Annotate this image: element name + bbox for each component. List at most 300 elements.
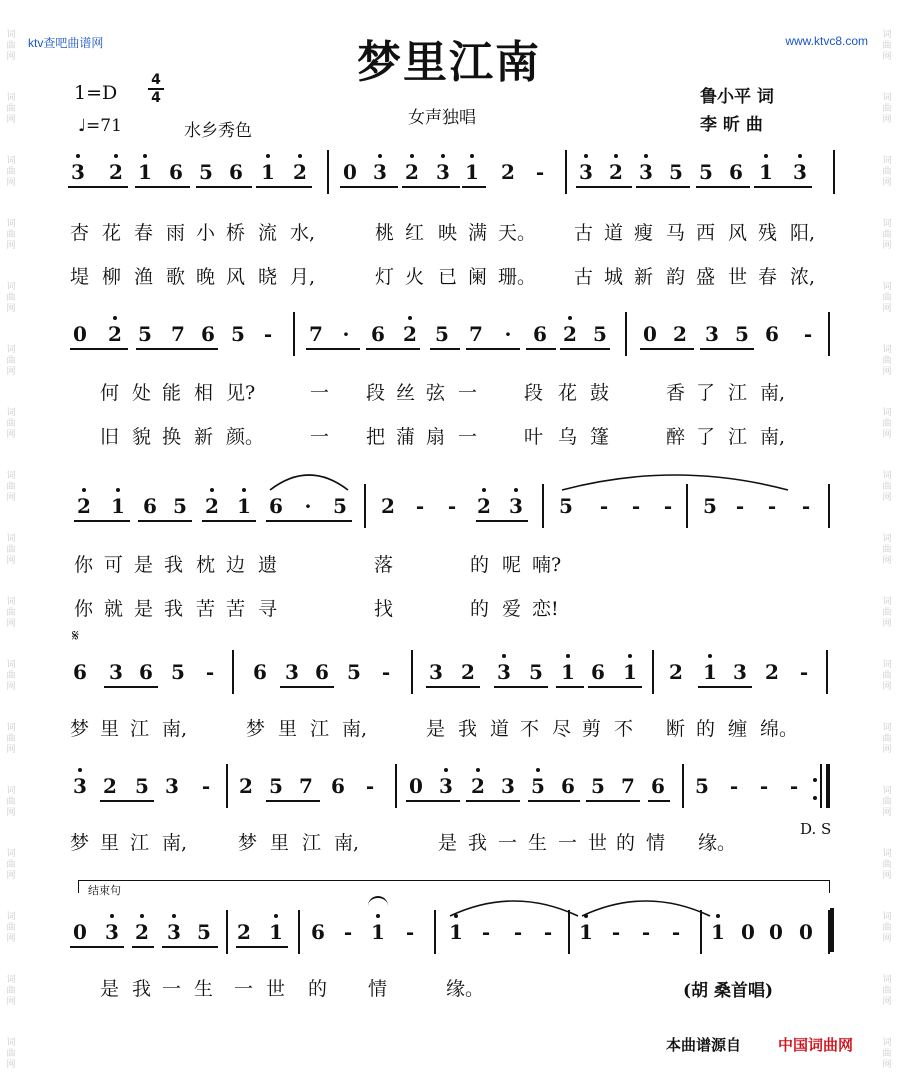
underline-line1-3 — [256, 186, 312, 188]
key-signature: 1=D — [74, 82, 118, 104]
underline-line2-8 — [640, 348, 694, 350]
note-line1-0: 3 — [71, 160, 85, 184]
lyric-line5-lyrics-12: 一 — [558, 832, 578, 854]
repeat-dot-0 — [813, 778, 817, 782]
lyric-line1-lyrics_v1-5: 桥 — [226, 222, 246, 244]
note-line1-22: 3 — [793, 160, 807, 184]
underline-line2-4 — [430, 348, 460, 350]
page-title: 梦里江南 — [357, 37, 541, 88]
lyric-line2-lyrics_v2-2: 换 — [162, 426, 182, 448]
note-line1-4: 5 — [199, 160, 213, 184]
note-line2-1: 2 — [108, 322, 122, 346]
note-line5-16: 5 — [591, 774, 605, 798]
lyric-line3-lyrics_v1-7: 落 — [374, 554, 394, 576]
dal-segno-mark: D. S — [800, 820, 832, 838]
barline-line2-1 — [625, 312, 627, 356]
high-dot-line6-7 — [716, 914, 720, 918]
lyric-line2-lyrics_v1-16: 南, — [760, 382, 786, 404]
high-dot-line1-7 — [441, 154, 445, 158]
note-line6-21: 0 — [769, 920, 783, 944]
lyric-line1-lyrics_v1-14: 道 — [604, 222, 624, 244]
lyric-line5-lyrics-16: 缘。 — [698, 832, 737, 854]
lyric-line1-lyrics_v1-3: 雨 — [166, 222, 186, 244]
underline-line6-1 — [132, 946, 154, 948]
note-line2-13: · — [504, 322, 512, 346]
lyric-line3-lyrics_v1-10: 喃? — [532, 554, 562, 576]
lyric-line3-lyrics_v2-3: 我 — [164, 598, 184, 620]
underline-line1-5 — [402, 186, 460, 188]
high-dot-line2-1 — [408, 316, 412, 320]
lyric-line1-lyrics_v2-8: 灯 — [375, 266, 395, 288]
underline-line1-6 — [462, 186, 486, 188]
lyric-line2-lyrics_v1-2: 能 — [162, 382, 182, 404]
lyric-line1-lyrics_v2-9: 火 — [405, 266, 425, 288]
footer-source-site[interactable]: 中国词曲网 — [778, 1036, 854, 1054]
lyricist: 鲁小平 词 — [700, 87, 774, 107]
fermata — [368, 896, 388, 908]
high-dot-line6-2 — [172, 914, 176, 918]
lyric-line4-lyrics-13: 剪 — [582, 718, 602, 740]
note-line3-3: 5 — [173, 494, 187, 518]
note-line3-21: - — [801, 494, 811, 518]
lyric-line2-lyrics_v1-11: 花 — [558, 382, 578, 404]
lyric-line3-lyrics_v1-5: 边 — [226, 554, 246, 576]
lyric-line4-lyrics-2: 江 — [130, 718, 150, 740]
note-line3-8: 5 — [333, 494, 347, 518]
lyric-line6-lyrics-5: 世 — [266, 978, 286, 1000]
lyric-line4-lyrics-18: 绵。 — [760, 718, 799, 740]
note-line4-15: 6 — [591, 660, 605, 684]
underline-line4-5 — [588, 686, 642, 688]
lyric-line1-lyrics_v1-6: 流 — [258, 222, 278, 244]
note-line3-16: - — [631, 494, 641, 518]
lyric-line3-lyrics_v1-0: 你 — [74, 554, 94, 576]
lyric-line3-lyrics_v2-5: 苦 — [226, 598, 246, 620]
lyric-line3-lyrics_v2-10: 恋! — [532, 598, 559, 620]
note-line3-10: - — [415, 494, 425, 518]
underline-line1-7 — [576, 186, 632, 188]
note-line6-17: - — [641, 920, 651, 944]
singer-credit: (胡 桑首唱) — [683, 981, 774, 1001]
note-line1-1: 2 — [109, 160, 123, 184]
underline-line2-5 — [466, 348, 520, 350]
high-dot-line2-0 — [113, 316, 117, 320]
lyric-line5-lyrics-10: 一 — [498, 832, 518, 854]
note-line5-9: - — [365, 774, 375, 798]
note-line2-10: 2 — [403, 322, 417, 346]
lyric-line5-lyrics-11: 生 — [528, 832, 548, 854]
note-line2-3: 7 — [171, 322, 185, 346]
underline-line6-2 — [162, 946, 218, 948]
note-line6-0: 0 — [73, 920, 87, 944]
note-line4-21: - — [799, 660, 809, 684]
note-line1-2: 1 — [138, 160, 152, 184]
underline-line4-3 — [494, 686, 548, 688]
barline-line4-2 — [652, 650, 654, 694]
note-line4-0: 6 — [73, 660, 87, 684]
final-repeat-thin-bar — [820, 764, 822, 808]
note-line4-7: 6 — [315, 660, 329, 684]
lyric-line2-lyrics_v1-1: 处 — [132, 382, 152, 404]
lyric-line2-lyrics_v2-8: 扇 — [426, 426, 446, 448]
lyric-line5-lyrics-4: 梦 — [238, 832, 258, 854]
note-line3-9: 2 — [381, 494, 395, 518]
underline-line3-4 — [476, 520, 528, 522]
ending-bracket — [78, 880, 830, 893]
high-dot-line2-2 — [568, 316, 572, 320]
style-mark: 水乡秀色 — [184, 121, 252, 141]
note-line1-15: 3 — [579, 160, 593, 184]
note-line2-17: 0 — [643, 322, 657, 346]
barline-line1-1 — [565, 150, 567, 194]
note-line3-15: - — [599, 494, 609, 518]
note-line6-14: - — [543, 920, 553, 944]
barline-line6-1 — [298, 910, 300, 954]
note-line5-14: 5 — [531, 774, 545, 798]
lyric-line2-lyrics_v2-15: 江 — [728, 426, 748, 448]
note-line3-20: - — [767, 494, 777, 518]
note-line1-18: 5 — [669, 160, 683, 184]
footer-source-label: 本曲谱源自 — [666, 1036, 742, 1054]
note-line2-0: 0 — [73, 322, 87, 346]
lyric-line1-lyrics_v2-12: 珊。 — [498, 266, 537, 288]
lyric-line2-lyrics_v1-9: 一 — [458, 382, 478, 404]
lyric-line3-lyrics_v1-9: 呢 — [502, 554, 522, 576]
lyric-line1-lyrics_v1-18: 风 — [728, 222, 748, 244]
note-line5-12: 2 — [471, 774, 485, 798]
note-line5-19: 5 — [695, 774, 709, 798]
lyric-line5-lyrics-5: 里 — [270, 832, 290, 854]
note-line2-20: 5 — [735, 322, 749, 346]
barline-line2-0 — [293, 312, 295, 356]
underline-line5-3 — [466, 800, 520, 802]
lyric-line3-lyrics_v2-9: 爱 — [502, 598, 522, 620]
lyric-line5-lyrics-7: 南, — [334, 832, 360, 854]
lyric-line2-lyrics_v2-3: 新 — [194, 426, 214, 448]
lyric-line3-lyrics_v1-1: 可 — [104, 554, 124, 576]
barline-line5-0 — [226, 764, 228, 808]
note-line2-8: · — [342, 322, 350, 346]
note-line1-17: 3 — [639, 160, 653, 184]
note-line5-8: 6 — [331, 774, 345, 798]
barline-line5-1 — [395, 764, 397, 808]
note-line2-18: 2 — [673, 322, 687, 346]
lyric-line1-lyrics_v2-13: 古 — [574, 266, 594, 288]
high-dot-line1-13 — [798, 154, 802, 158]
final-repeat-thick-bar — [826, 764, 830, 808]
note-line3-5: 1 — [237, 494, 251, 518]
note-line2-12: 7 — [469, 322, 483, 346]
note-line5-20: - — [729, 774, 739, 798]
lyric-line5-lyrics-3: 南, — [162, 832, 188, 854]
lyric-line4-lyrics-8: 是 — [426, 718, 446, 740]
high-dot-line6-4 — [376, 914, 380, 918]
underline-line2-1 — [136, 348, 218, 350]
final-bar-thick — [830, 908, 834, 952]
barline-line1-2 — [833, 150, 835, 194]
note-line6-2: 2 — [135, 920, 149, 944]
note-line6-8: - — [343, 920, 353, 944]
lyric-line1-lyrics_v2-15: 新 — [634, 266, 654, 288]
top-left-watermark-link[interactable]: ktv查吧曲谱网 — [28, 36, 104, 50]
lyric-line1-lyrics_v2-2: 渔 — [134, 266, 154, 288]
note-line6-4: 5 — [197, 920, 211, 944]
high-dot-line3-5 — [514, 488, 518, 492]
note-line2-4: 6 — [201, 322, 215, 346]
lyric-line2-lyrics_v1-7: 丝 — [396, 382, 416, 404]
note-line5-1: 2 — [103, 774, 117, 798]
lyric-line1-lyrics_v2-18: 世 — [728, 266, 748, 288]
lyric-line6-lyrics-8: 缘。 — [446, 978, 485, 1000]
lyric-line4-lyrics-15: 断 — [666, 718, 686, 740]
high-dot-line3-0 — [82, 488, 86, 492]
lyric-line5-lyrics-9: 我 — [468, 832, 488, 854]
note-line4-4: - — [205, 660, 215, 684]
note-line2-7: 7 — [309, 322, 323, 346]
segno-mark: 𝄋 — [72, 626, 79, 645]
note-line3-19: - — [735, 494, 745, 518]
note-line4-6: 3 — [285, 660, 299, 684]
lyric-line6-lyrics-7: 情 — [368, 978, 388, 1000]
note-line6-7: 6 — [311, 920, 325, 944]
note-line5-21: - — [759, 774, 769, 798]
note-line4-10: 3 — [429, 660, 443, 684]
lyric-line2-lyrics_v2-1: 貌 — [132, 426, 152, 448]
note-line1-6: 1 — [261, 160, 275, 184]
lyric-line3-lyrics_v1-6: 遗 — [258, 554, 278, 576]
high-dot-line5-1 — [444, 768, 448, 772]
lyric-line4-lyrics-1: 里 — [100, 718, 120, 740]
note-line4-1: 3 — [109, 660, 123, 684]
note-line3-11: - — [447, 494, 457, 518]
lyric-line2-lyrics_v2-11: 乌 — [558, 426, 578, 448]
note-line3-4: 2 — [205, 494, 219, 518]
lyric-line5-lyrics-2: 江 — [130, 832, 150, 854]
high-dot-line1-1 — [114, 154, 118, 158]
lyric-line4-lyrics-10: 道 — [490, 718, 510, 740]
note-line3-13: 3 — [509, 494, 523, 518]
note-line5-11: 3 — [439, 774, 453, 798]
lyric-line1-lyrics_v2-7: 月, — [290, 266, 316, 288]
high-dot-line5-3 — [536, 768, 540, 772]
lyric-line2-lyrics_v2-0: 旧 — [100, 426, 120, 448]
high-dot-line1-12 — [764, 154, 768, 158]
lyric-line6-lyrics-1: 我 — [132, 978, 152, 1000]
lyric-line2-lyrics_v1-15: 江 — [728, 382, 748, 404]
underline-line3-2 — [202, 520, 256, 522]
underline-line1-4 — [340, 186, 398, 188]
lyric-line4-lyrics-16: 的 — [696, 718, 716, 740]
underline-line1-1 — [135, 186, 190, 188]
lyric-line2-lyrics_v2-7: 蒲 — [396, 426, 416, 448]
lyric-line1-lyrics_v2-4: 晚 — [196, 266, 216, 288]
time-signature-top: 4 — [151, 72, 161, 88]
repeat-dot-1 — [813, 796, 817, 800]
lyric-line3-lyrics_v1-8: 的 — [470, 554, 490, 576]
lyric-line1-lyrics_v1-7: 水, — [290, 222, 316, 244]
lyric-line2-lyrics_v1-4: 见? — [226, 382, 256, 404]
underline-line6-0 — [70, 946, 124, 948]
high-dot-line1-11 — [644, 154, 648, 158]
note-line3-18: 5 — [703, 494, 717, 518]
lyric-line3-lyrics_v1-4: 枕 — [196, 554, 216, 576]
underline-line2-2 — [306, 348, 360, 350]
note-line5-5: 2 — [239, 774, 253, 798]
high-dot-line1-0 — [76, 154, 80, 158]
high-dot-line5-2 — [476, 768, 480, 772]
underline-line4-0 — [104, 686, 158, 688]
top-right-watermark-link[interactable]: www.ktvc8.com — [785, 34, 868, 48]
note-line3-14: 5 — [559, 494, 573, 518]
lyric-line1-lyrics_v2-11: 阑 — [468, 266, 488, 288]
note-line6-6: 1 — [269, 920, 283, 944]
underline-line3-0 — [74, 520, 130, 522]
lyric-line1-lyrics_v1-15: 瘦 — [634, 222, 654, 244]
lyric-line4-lyrics-0: 梦 — [70, 718, 90, 740]
lyric-line4-lyrics-12: 尽 — [552, 718, 572, 740]
lyric-line3-lyrics_v1-3: 我 — [164, 554, 184, 576]
tie-line6-a — [448, 894, 580, 918]
lyric-line1-lyrics_v1-12: 天。 — [498, 222, 537, 244]
high-dot-line1-4 — [298, 154, 302, 158]
lyric-line2-lyrics_v1-3: 相 — [194, 382, 214, 404]
underline-line4-2 — [426, 686, 480, 688]
note-line5-13: 3 — [501, 774, 515, 798]
barline-line2-2 — [828, 312, 830, 356]
barline-line4-0 — [232, 650, 234, 694]
lyric-line2-lyrics_v2-16: 南, — [760, 426, 786, 448]
lyric-line1-lyrics_v1-13: 古 — [574, 222, 594, 244]
underline-line4-4 — [556, 686, 584, 688]
lyric-line5-lyrics-1: 里 — [100, 832, 120, 854]
high-dot-line4-2 — [628, 654, 632, 658]
high-dot-line1-5 — [378, 154, 382, 158]
tie-line6-b — [580, 894, 712, 918]
note-line1-16: 2 — [609, 160, 623, 184]
note-line2-15: 2 — [563, 322, 577, 346]
note-line4-3: 5 — [171, 660, 185, 684]
note-line4-16: 1 — [623, 660, 637, 684]
lyric-line4-lyrics-7: 南, — [342, 718, 368, 740]
note-line6-1: 3 — [105, 920, 119, 944]
note-line1-19: 5 — [699, 160, 713, 184]
note-line2-16: 5 — [593, 322, 607, 346]
lyric-line1-lyrics_v1-1: 花 — [102, 222, 122, 244]
lyric-line6-lyrics-0: 是 — [100, 978, 120, 1000]
lyric-line1-lyrics_v1-19: 残 — [758, 222, 778, 244]
note-line5-10: 0 — [409, 774, 423, 798]
lyric-line4-lyrics-4: 梦 — [246, 718, 266, 740]
note-line3-6: 6 — [269, 494, 283, 518]
lyric-line2-lyrics_v1-13: 香 — [666, 382, 686, 404]
right-watermark-strip: 词 曲 网 词 曲 网 词 曲 网 词 曲 网 词 曲 网 词 曲 网 词 曲 网 词 曲 网 词 曲 网 词 曲 网 词 曲 网 词 曲 网 词 曲 网 词 曲 网 词 曲 网 词 曲 网 词 曲 网 — [882, 30, 892, 1070]
note-line1-13: 2 — [501, 160, 515, 184]
lyric-line4-lyrics-14: 不 — [614, 718, 634, 740]
lyric-line1-lyrics_v2-1: 柳 — [102, 266, 122, 288]
note-line5-22: - — [789, 774, 799, 798]
lyric-line1-lyrics_v2-3: 歌 — [166, 266, 186, 288]
left-watermark-strip: 词 曲 网 词 曲 网 词 曲 网 词 曲 网 词 曲 网 词 曲 网 词 曲 网 词 曲 网 词 曲 网 词 曲 网 词 曲 网 词 曲 网 词 曲 网 词 曲 网 词 曲 网 词 曲 网 词 曲 网 — [6, 30, 16, 1070]
note-line4-11: 2 — [461, 660, 475, 684]
lyric-line2-lyrics_v1-8: 弦 — [426, 382, 446, 404]
underline-line5-0 — [100, 800, 154, 802]
lyric-line4-lyrics-11: 不 — [520, 718, 540, 740]
underline-line1-9 — [696, 186, 750, 188]
lyric-line3-lyrics_v2-8: 的 — [470, 598, 490, 620]
lyric-line2-lyrics_v1-0: 何 — [100, 382, 120, 404]
underline-line4-1 — [280, 686, 334, 688]
lyric-line6-lyrics-6: 的 — [308, 978, 328, 1000]
note-line4-13: 5 — [529, 660, 543, 684]
lyric-line1-lyrics_v2-5: 风 — [226, 266, 246, 288]
note-line3-17: - — [663, 494, 673, 518]
lyric-line2-lyrics_v2-12: 篷 — [590, 426, 610, 448]
underline-line4-6 — [698, 686, 752, 688]
underline-line2-6 — [526, 348, 556, 350]
underline-line5-2 — [406, 800, 460, 802]
note-line3-0: 2 — [77, 494, 91, 518]
lyric-line1-lyrics_v2-20: 浓, — [790, 266, 816, 288]
lyric-line5-lyrics-0: 梦 — [70, 832, 90, 854]
note-line2-22: - — [803, 322, 813, 346]
tempo-mark: ♩=71 — [78, 116, 122, 136]
lyric-line1-lyrics_v2-0: 堤 — [70, 266, 90, 288]
lyric-line2-lyrics_v2-9: 一 — [458, 426, 478, 448]
lyric-line1-lyrics_v1-9: 红 — [405, 222, 425, 244]
lyric-line5-lyrics-13: 世 — [588, 832, 608, 854]
high-dot-line4-3 — [708, 654, 712, 658]
high-dot-line5-0 — [78, 768, 82, 772]
lyric-line2-lyrics_v2-14: 了 — [696, 426, 716, 448]
barline-line3-3 — [828, 484, 830, 528]
note-line4-17: 2 — [669, 660, 683, 684]
note-line1-3: 6 — [169, 160, 183, 184]
underline-line1-8 — [636, 186, 690, 188]
high-dot-line6-3 — [274, 914, 278, 918]
note-line6-13: - — [513, 920, 523, 944]
note-line6-22: 0 — [799, 920, 813, 944]
lyric-line1-lyrics_v1-20: 阳, — [790, 222, 816, 244]
barline-line4-3 — [826, 650, 828, 694]
lyric-line1-lyrics_v2-16: 韵 — [666, 266, 686, 288]
underline-line5-4 — [528, 800, 580, 802]
lyric-line3-lyrics_v2-4: 苦 — [196, 598, 216, 620]
barline-line6-2 — [434, 910, 436, 954]
underline-line1-10 — [754, 186, 812, 188]
note-line6-3: 3 — [167, 920, 181, 944]
note-line1-20: 6 — [729, 160, 743, 184]
underline-line6-3 — [236, 946, 288, 948]
note-line4-12: 3 — [497, 660, 511, 684]
lyric-line5-lyrics-14: 的 — [616, 832, 636, 854]
note-line3-1: 1 — [111, 494, 125, 518]
note-line5-2: 5 — [135, 774, 149, 798]
note-line6-20: 0 — [741, 920, 755, 944]
lyric-line2-lyrics_v1-5: 一 — [310, 382, 330, 404]
underline-line1-0 — [68, 186, 128, 188]
barline-line4-1 — [411, 650, 413, 694]
lyric-line1-lyrics_v1-8: 桃 — [375, 222, 395, 244]
lyric-line1-lyrics_v2-14: 城 — [604, 266, 624, 288]
lyric-line2-lyrics_v1-14: 了 — [696, 382, 716, 404]
high-dot-line4-0 — [502, 654, 506, 658]
lyric-line1-lyrics_v2-17: 盛 — [696, 266, 716, 288]
underline-line2-7 — [560, 348, 610, 350]
note-line1-21: 1 — [759, 160, 773, 184]
note-line4-19: 3 — [733, 660, 747, 684]
note-line2-2: 5 — [138, 322, 152, 346]
lyric-line3-lyrics_v2-6: 寻 — [258, 598, 278, 620]
